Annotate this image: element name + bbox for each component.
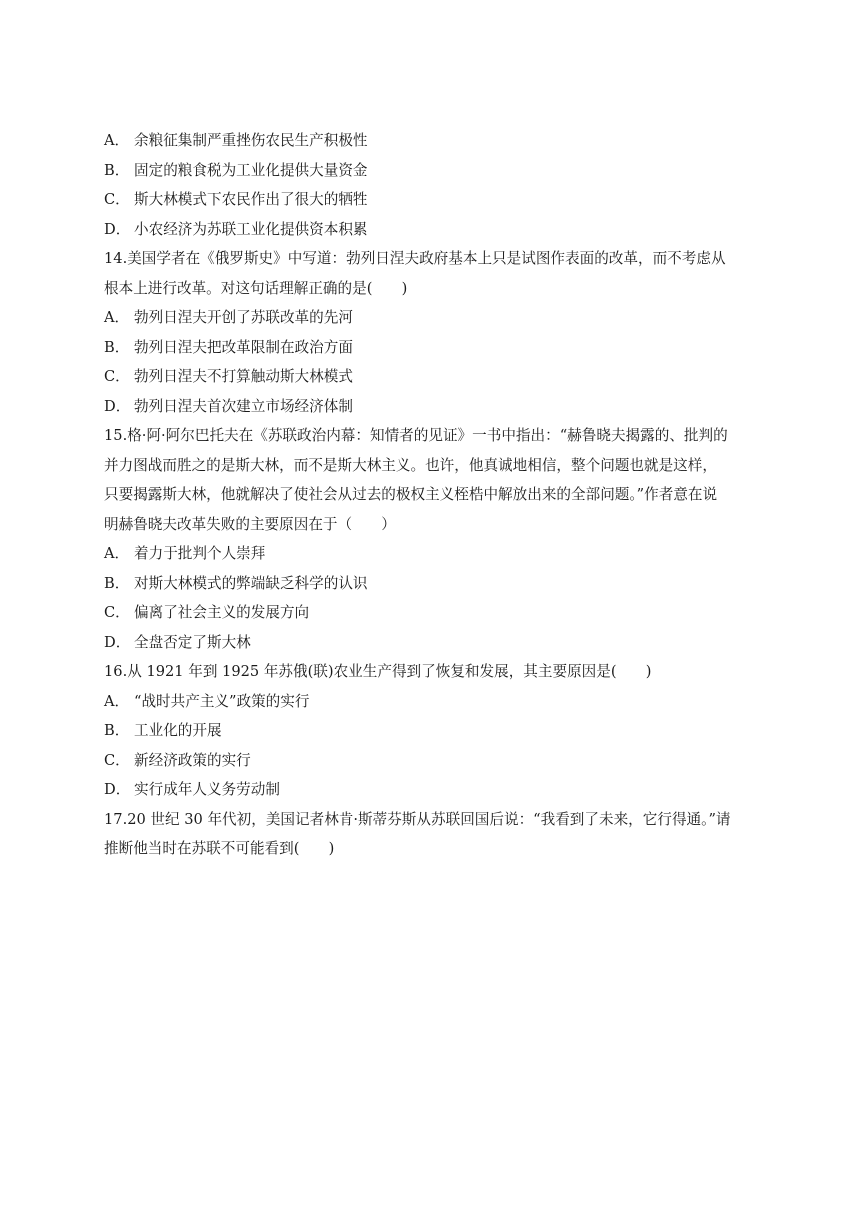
- question-13-options: [104, 126, 760, 244]
- question-16: [104, 657, 760, 805]
- option-letter: A．: [104, 545, 130, 562]
- option-b: [104, 156, 760, 186]
- option-text: 实行成年人义务劳动制: [134, 781, 280, 798]
- option-letter: B．: [104, 574, 130, 592]
- question-stem-line: 16.从 1921 年到 1925 年苏俄(联)农业生产得到了恢复和发展，其主要原因是( ): [104, 663, 652, 680]
- option-a: [104, 539, 760, 569]
- option-letter: D．: [104, 633, 131, 651]
- question-stem-line: 明赫鲁晓夫改革失败的主要原因在于（ ）: [104, 515, 396, 533]
- option-c: [104, 746, 760, 776]
- question-14: [104, 244, 760, 421]
- option-letter: C．: [104, 604, 130, 621]
- option-b: [104, 716, 760, 746]
- option-text: 小农经济为苏联工业化提供资本积累: [134, 220, 368, 238]
- option-d: [104, 215, 760, 245]
- option-letter: D．: [104, 781, 131, 798]
- question-15: [104, 421, 760, 657]
- question-stem-line: 14.美国学者在《俄罗斯史》中写道：勃列日涅夫政府基本上只是试图作表面的改革，而不考虑从: [104, 250, 726, 267]
- question-stem-line: 根本上进行改革。对这句话理解正确的是( ): [104, 279, 408, 297]
- option-letter: D．: [104, 397, 131, 415]
- question-stem-line: 17.20 世纪 30 年代初，美国记者林肯·斯蒂芬斯从苏联回国后说：“我看到了未来，它行得通。”请: [104, 810, 731, 828]
- option-c: [104, 598, 760, 628]
- option-text: 对斯大林模式的弊端缺乏科学的认识: [134, 574, 368, 592]
- option-text: 勃列日涅夫不打算触动斯大林模式: [134, 368, 353, 385]
- option-letter: C．: [104, 751, 130, 769]
- option-text: “战时共产主义”政策的实行: [134, 692, 310, 710]
- option-c: [104, 185, 760, 215]
- option-letter: C．: [104, 368, 130, 385]
- option-b: [104, 569, 760, 599]
- option-text: 偏离了社会主义的发展方向: [134, 604, 310, 621]
- option-letter: D．: [104, 220, 131, 238]
- option-text: 斯大林模式下农民作出了很大的牺牲: [134, 191, 368, 208]
- question-stem-line: 15.格·阿·阿尔巴托夫在《苏联政治内幕：知情者的见证》一书中指出：“赫鲁晓夫揭露的、批判的: [104, 427, 728, 444]
- option-text: 勃列日涅夫把改革限制在政治方面: [134, 338, 353, 356]
- option-text: 勃列日涅夫首次建立市场经济体制: [134, 397, 353, 415]
- option-letter: B．: [104, 338, 130, 356]
- option-letter: A．: [104, 309, 130, 326]
- option-d: [104, 775, 760, 805]
- option-a: [104, 687, 760, 717]
- option-text: 新经济政策的实行: [134, 751, 251, 769]
- option-a: [104, 303, 760, 333]
- option-text: 勃列日涅夫开创了苏联改革的先河: [134, 309, 353, 326]
- option-text: 工业化的开展: [134, 722, 222, 739]
- option-text: 固定的粮食税为工业化提供大量资金: [134, 161, 368, 179]
- document-page: [104, 126, 760, 864]
- question-stem-line: 并力图战而胜之的是斯大林，而不是斯大林主义。也许，他真诚地相信，整个问题也就是这样，: [104, 456, 717, 474]
- option-text: 余粮征集制严重挫伤农民生产积极性: [134, 132, 368, 149]
- question-17: [104, 805, 760, 864]
- option-text: 着力于批判个人崇拜: [134, 545, 266, 562]
- option-c: [104, 362, 760, 392]
- option-letter: A．: [104, 692, 130, 710]
- option-letter: A．: [104, 132, 130, 149]
- option-a: [104, 126, 760, 156]
- option-letter: C．: [104, 191, 130, 208]
- option-d: [104, 628, 760, 658]
- option-letter: B．: [104, 161, 130, 179]
- question-stem-line: 推断他当时在苏联不可能看到( ): [104, 840, 335, 857]
- question-stem-line: 只要揭露斯大林，他就解决了使社会从过去的极权主义桎梏中解放出来的全部问题。”作者意在说: [104, 486, 718, 503]
- option-letter: B．: [104, 722, 130, 739]
- option-b: [104, 333, 760, 363]
- option-text: 全盘否定了斯大林: [134, 633, 251, 651]
- option-d: [104, 392, 760, 422]
